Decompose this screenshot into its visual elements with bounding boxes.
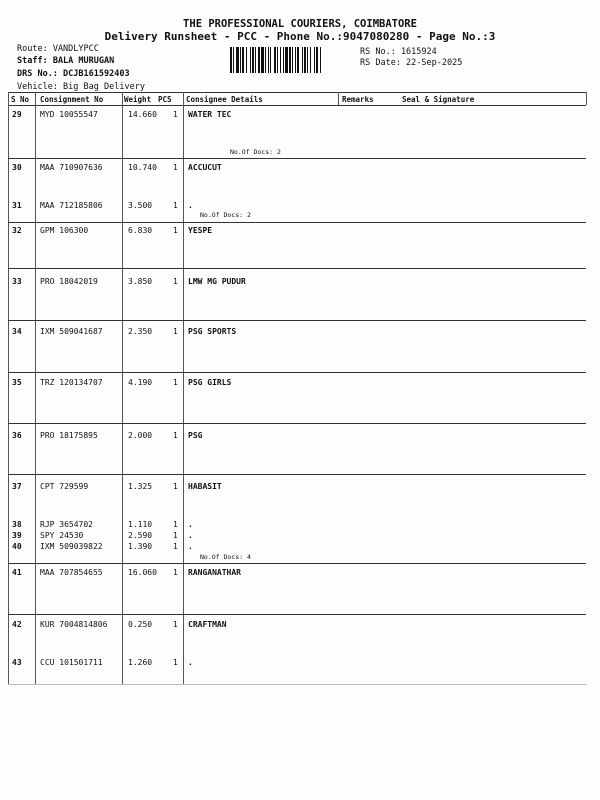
barcode-bar xyxy=(302,47,303,73)
row-consignment-no: MAA 707854655 xyxy=(40,568,103,577)
row-pcs: 1 xyxy=(173,277,178,286)
barcode-bar xyxy=(289,47,291,73)
row-separator xyxy=(8,372,586,373)
row-pcs: 1 xyxy=(173,226,178,235)
barcode-bar xyxy=(230,47,232,73)
row-consignment-no: KUR 7004814806 xyxy=(40,620,108,629)
row-weight: 1.390 xyxy=(128,542,153,551)
row-consignment-no: MAA 712185806 xyxy=(40,201,103,210)
row-consignee: ACCUCUT xyxy=(188,163,222,172)
row-pcs: 1 xyxy=(173,327,178,336)
row-consignment-no: MYD 10055547 xyxy=(40,110,98,119)
row-separator xyxy=(8,320,586,321)
row-sno: 35 xyxy=(12,378,22,387)
row-weight: 0.250 xyxy=(128,620,153,629)
barcode-bar xyxy=(246,47,247,73)
barcode-bar xyxy=(285,47,288,73)
row-pcs: 1 xyxy=(173,378,178,387)
barcode-bar xyxy=(316,47,318,73)
row-weight: 1.110 xyxy=(128,520,153,529)
barcode-bar xyxy=(261,47,264,73)
row-consignee: WATER TEC xyxy=(188,110,232,119)
barcode-bar xyxy=(283,47,284,73)
barcode-bar xyxy=(314,47,315,73)
barcode-bar xyxy=(274,47,276,73)
col-header-seal: Seal & Signature xyxy=(402,95,475,104)
barcode-bar xyxy=(233,47,234,73)
row-weight: 2.590 xyxy=(128,531,153,540)
row-weight: 6.830 xyxy=(128,226,153,235)
row-pcs: 1 xyxy=(173,482,178,491)
drs-label: DRS No.: DCJB161592403 xyxy=(17,69,130,79)
row-sno: 41 xyxy=(12,568,22,577)
row-pcs: 1 xyxy=(173,542,178,551)
row-consignment-no: GPM 106300 xyxy=(40,226,89,235)
barcode-bar xyxy=(258,47,260,73)
row-consignment-no: TRZ 120134707 xyxy=(40,378,103,387)
col-header-pcs: PCS xyxy=(158,95,172,104)
row-consignment-no: RJP 3654702 xyxy=(40,520,93,529)
barcode-bar xyxy=(310,47,311,73)
row-sno: 36 xyxy=(12,431,22,440)
runsheet-subtitle: Delivery Runsheet - PCC - Phone No.:9047080280 - Page No.:3 xyxy=(104,30,496,43)
col-header-consignment: Consignment No xyxy=(40,95,104,104)
barcode-bar xyxy=(280,47,281,73)
barcode-bar xyxy=(320,47,321,73)
barcode-bar xyxy=(268,47,269,73)
barcode-bar xyxy=(250,47,251,73)
row-weight: 10.740 xyxy=(128,163,157,172)
rs-number: RS No.: 1615924 xyxy=(360,47,437,57)
barcode-bar xyxy=(307,47,308,73)
row-consignee: LMW MG PUDUR xyxy=(188,277,246,286)
col-header-remarks: Remarks xyxy=(342,95,374,104)
row-separator xyxy=(8,563,586,564)
row-consignment-no: SPY 24530 xyxy=(40,531,84,540)
row-pcs: 1 xyxy=(173,531,178,540)
barcode-bar xyxy=(242,47,244,73)
row-consignment-no: IXM 509041687 xyxy=(40,327,103,336)
row-sno: 34 xyxy=(12,327,22,336)
row-weight: 3.500 xyxy=(128,201,153,210)
row-consignment-no: PRO 18175895 xyxy=(40,431,98,440)
barcode-bar xyxy=(295,47,296,73)
barcode-bar xyxy=(270,47,271,73)
row-consignee: PSG xyxy=(188,431,203,440)
docs-count: No.Of Docs: 2 xyxy=(230,148,281,156)
barcode-bar xyxy=(277,47,278,73)
row-consignment-no: CCU 101501711 xyxy=(40,658,103,667)
row-pcs: 1 xyxy=(173,568,178,577)
row-consignee: . xyxy=(188,520,193,529)
row-sno: 30 xyxy=(12,163,22,172)
row-sno: 31 xyxy=(12,201,22,210)
row-consignee: . xyxy=(188,542,193,551)
barcode xyxy=(230,47,356,73)
col-header-consignee: Consignee Details xyxy=(186,95,263,104)
row-consignee: . xyxy=(188,658,193,667)
row-separator xyxy=(8,222,586,223)
row-consignee: HABASIT xyxy=(188,482,222,491)
col-divider xyxy=(338,92,339,105)
row-consignment-no: CPT 729599 xyxy=(40,482,89,491)
col-header-sno: S No xyxy=(11,95,30,104)
row-sno: 43 xyxy=(12,658,22,667)
row-pcs: 1 xyxy=(173,163,178,172)
barcode-bar xyxy=(236,47,239,73)
docs-count: No.Of Docs: 2 xyxy=(200,211,251,219)
row-pcs: 1 xyxy=(173,620,178,629)
row-consignee: CRAFTMAN xyxy=(188,620,227,629)
company-title: THE PROFESSIONAL COURIERS, COIMBATORE xyxy=(183,18,417,30)
rs-date: RS Date: 22-Sep-2025 xyxy=(360,58,463,68)
row-consignee: RANGANATHAR xyxy=(188,568,241,577)
row-sno: 42 xyxy=(12,620,22,629)
staff-label: Staff: BALA MURUGAN xyxy=(17,56,115,66)
row-pcs: 1 xyxy=(173,658,178,667)
row-consignee: PSG GIRLS xyxy=(188,378,232,387)
row-pcs: 1 xyxy=(173,201,178,210)
row-weight: 16.060 xyxy=(128,568,157,577)
barcode-bar xyxy=(304,47,306,73)
row-separator xyxy=(8,474,586,475)
row-weight: 3.850 xyxy=(128,277,153,286)
col-header-weight: Weight xyxy=(124,95,152,104)
row-consignment-no: MAA 710907636 xyxy=(40,163,103,172)
table-top-rule xyxy=(8,92,586,93)
row-weight: 1.260 xyxy=(128,658,153,667)
col-divider xyxy=(35,92,36,684)
row-consignee: PSG SPORTS xyxy=(188,327,237,336)
barcode-bar xyxy=(265,47,266,73)
vehicle-label: Vehicle: Big Bag Delivery xyxy=(17,82,145,92)
table-header-rule xyxy=(8,105,586,106)
row-consignee: YESPE xyxy=(188,226,213,235)
row-sno: 37 xyxy=(12,482,22,491)
row-pcs: 1 xyxy=(173,520,178,529)
row-pcs: 1 xyxy=(173,431,178,440)
row-weight: 1.325 xyxy=(128,482,153,491)
barcode-bar xyxy=(240,47,241,73)
barcode-bar xyxy=(252,47,254,73)
row-separator xyxy=(8,158,586,159)
row-weight: 2.000 xyxy=(128,431,153,440)
row-sno: 32 xyxy=(12,226,22,235)
row-weight: 2.350 xyxy=(128,327,153,336)
row-consignment-no: IXM 509039822 xyxy=(40,542,103,551)
barcode-bar xyxy=(297,47,299,73)
barcode-bar xyxy=(292,47,293,73)
docs-count: No.Of Docs: 4 xyxy=(200,553,251,561)
row-consignee: . xyxy=(188,201,193,210)
row-sno: 39 xyxy=(12,531,22,540)
row-sno: 33 xyxy=(12,277,22,286)
row-consignee: . xyxy=(188,531,193,540)
col-divider xyxy=(122,92,123,684)
row-weight: 14.660 xyxy=(128,110,157,119)
table-left-border xyxy=(8,92,9,684)
row-sno: 38 xyxy=(12,520,22,529)
row-separator xyxy=(8,423,586,424)
row-sno: 40 xyxy=(12,542,22,551)
table-right-border xyxy=(586,92,587,105)
row-separator xyxy=(8,614,586,615)
row-consignment-no: PRO 18042019 xyxy=(40,277,98,286)
row-separator xyxy=(8,268,586,269)
row-weight: 4.190 xyxy=(128,378,153,387)
route-label: Route: VANDLYPCC xyxy=(17,44,99,54)
barcode-bar xyxy=(255,47,256,73)
col-divider xyxy=(183,92,184,684)
row-pcs: 1 xyxy=(173,110,178,119)
row-sno: 29 xyxy=(12,110,22,119)
table-bottom-rule xyxy=(8,684,586,685)
